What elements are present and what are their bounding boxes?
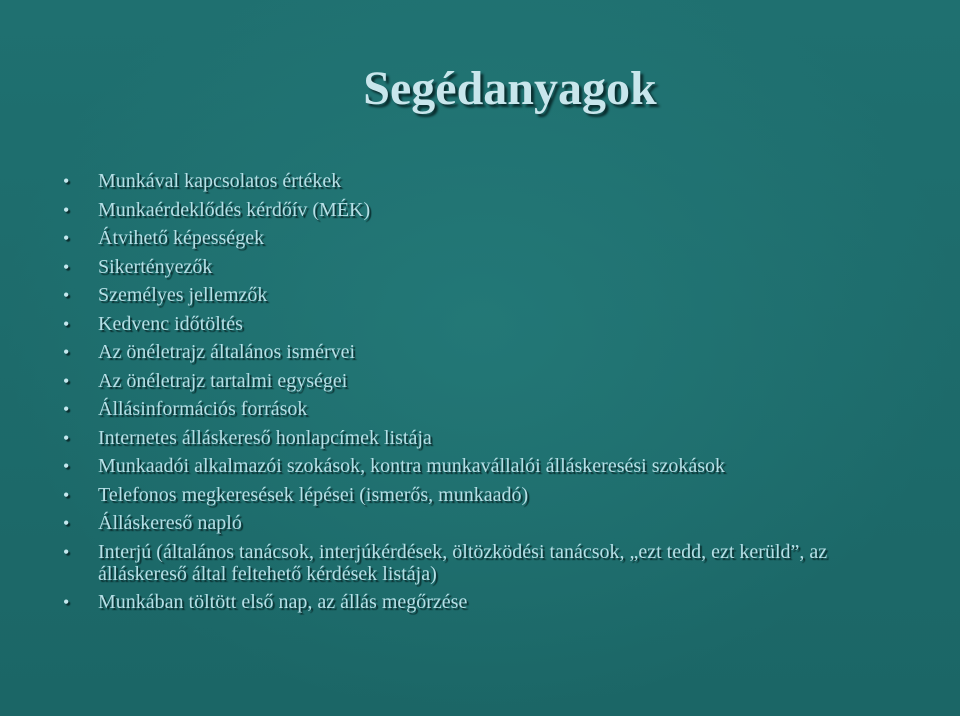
bullet-list [60, 170, 900, 620]
list-item-text: Munkával kapcsolatos értékek [98, 170, 342, 192]
bullet-icon: • [63, 484, 70, 505]
bullet-icon: • [63, 285, 70, 305]
list-item-text: Sikertényezők [98, 255, 213, 278]
list-item-text: Munkaadói alkalmazói szokások, kontra munkavállalói álláskeresési szokások [98, 455, 726, 477]
list-item [60, 427, 900, 449]
list-item [60, 170, 900, 192]
bullet-icon: • [63, 256, 70, 277]
bullet-icon: • [63, 541, 70, 562]
bullet-icon: • [63, 199, 70, 220]
list-item [60, 370, 900, 392]
list-item-text: Internetes álláskereső honlapcímek listája [98, 426, 432, 449]
list-item-text: Személyes jellemzők [98, 284, 268, 306]
list-item [60, 227, 900, 249]
list-item [60, 512, 900, 534]
list-item [60, 541, 900, 585]
list-item-text: Az önéletrajz általános ismérvei [98, 341, 356, 363]
slide-title: Segédanyagok [363, 62, 657, 115]
bullet-icon: • [63, 370, 70, 391]
list-item-text: Munkaérdeklődés kérdőív (MÉK) [98, 198, 371, 221]
list-item-text: Átvihető képességek [98, 227, 265, 249]
list-item-text: Telefonos megkeresések lépései (ismerős, munkaadó) [98, 483, 529, 506]
list-item [60, 591, 900, 613]
list-item [60, 313, 900, 335]
list-item [60, 199, 900, 221]
list-item [60, 398, 900, 420]
list-item-text: Állásinformációs források [98, 398, 308, 420]
list-item [60, 341, 900, 363]
bullet-icon: • [63, 228, 70, 248]
list-item [60, 455, 900, 477]
bullet-icon: • [63, 513, 70, 533]
list-item-text: Álláskereső napló [98, 512, 242, 534]
bullet-icon: • [63, 427, 70, 448]
list-item-text: Interjú (általános tanácsok, interjúkérdések, öltözködési tanácsok, „ezt tedd, ezt kerüld”, az álláskereső által feltehető kérdések listája) [98, 540, 828, 585]
list-item-text: Kedvenc időtöltés [98, 312, 243, 335]
bullet-icon: • [63, 171, 70, 191]
bullet-icon: • [63, 399, 70, 419]
bullet-icon: • [63, 313, 70, 334]
list-item [60, 256, 900, 278]
list-item-text: Az önéletrajz tartalmi egységei [98, 369, 348, 392]
bullet-icon: • [63, 342, 70, 362]
bullet-icon: • [63, 592, 70, 612]
list-item-text: Munkában töltött első nap, az állás megőrzése [98, 591, 468, 613]
bullet-icon: • [63, 456, 70, 476]
list-item [60, 284, 900, 306]
list-item [60, 484, 900, 506]
